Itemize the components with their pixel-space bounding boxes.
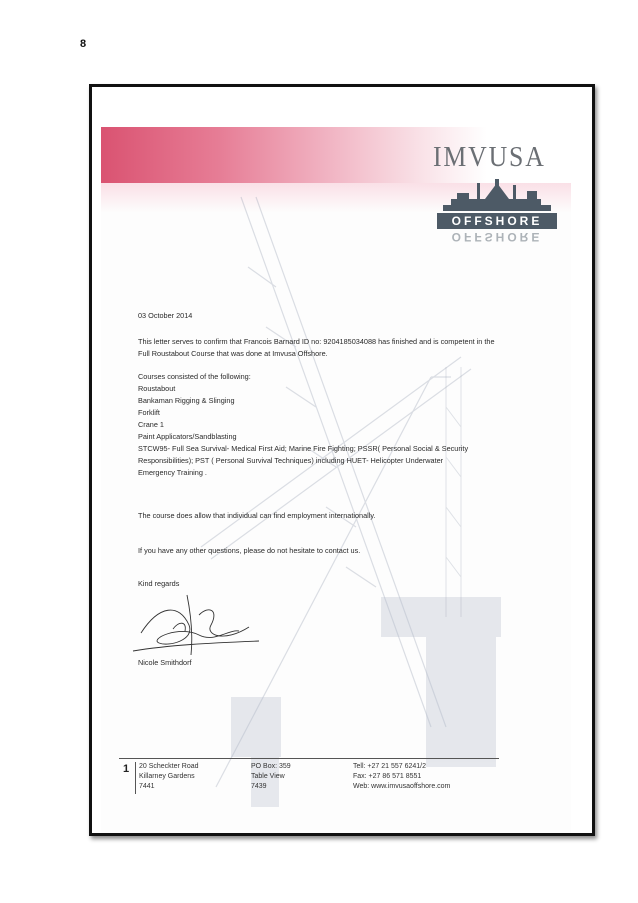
letter-scan	[101, 127, 571, 833]
company-logo-subtitle: OFFSHORE	[437, 213, 557, 229]
logo-reflection: OFFSHORE	[451, 230, 543, 244]
company-logo-name: IMVUSA	[433, 142, 546, 173]
footer-address	[139, 762, 199, 792]
course-item: Paint Applicators/Sandblasting	[138, 432, 237, 441]
confirmation-paragraph: This letter serves to confirm that Francois Barnard ID no: 9204185034088 has finished and is competent in the Full Roustabout Course that was done at Imvusa Offshore.	[138, 337, 495, 358]
address-line: Killarney Gardens	[139, 773, 195, 780]
signer-name: Nicole Smithdorf	[138, 658, 192, 667]
closing-text: Kind regards	[138, 579, 180, 588]
po-line: Table View	[251, 773, 285, 780]
footer-po-box	[251, 762, 291, 792]
course-item: Crane 1	[138, 420, 164, 429]
page-number: 8	[80, 38, 87, 50]
website-text: Web: www.imvusaoffshore.com	[353, 783, 451, 790]
contact-paragraph: If you have any other questions, please do not hesitate to contact us.	[138, 546, 361, 555]
course-item: Responsibilities); PST ( Personal Survival Techniques) including HUET- Helicopter Underwater	[138, 456, 444, 465]
course-item: Emergency Training .	[138, 468, 207, 477]
po-line: 7439	[251, 783, 267, 790]
course-item: Roustabout	[138, 384, 176, 393]
po-line: PO Box: 359	[251, 763, 291, 770]
course-item: Bankaman Rigging & Slinging	[138, 396, 235, 405]
handwritten-signature	[129, 585, 269, 665]
letter-date: 03 October 2014	[138, 311, 193, 320]
employment-paragraph: The course does allow that individual can find employment internationally.	[138, 511, 376, 520]
oil-rig-logo-icon	[437, 179, 557, 215]
course-item: STCW95- Full Sea Survival- Medical First Aid; Marine Fire Fighting; PSSR( Personal Social & Security	[138, 444, 469, 453]
courses-intro: Courses consisted of the following:	[138, 372, 251, 381]
document-frame	[89, 84, 595, 836]
phone-text: Tell: +27 21 557 6241/2	[353, 763, 426, 770]
address-line: 20 Scheckter Road	[139, 763, 199, 770]
course-item: Forklift	[138, 408, 160, 417]
courses-list	[138, 371, 518, 479]
footer-separator	[135, 762, 136, 794]
fax-text: Fax: +27 86 571 8551	[353, 773, 422, 780]
footer-contact	[353, 762, 450, 792]
address-line: 7441	[139, 783, 155, 790]
footer-divider	[119, 758, 499, 759]
footer-page-number: 1	[123, 763, 130, 775]
